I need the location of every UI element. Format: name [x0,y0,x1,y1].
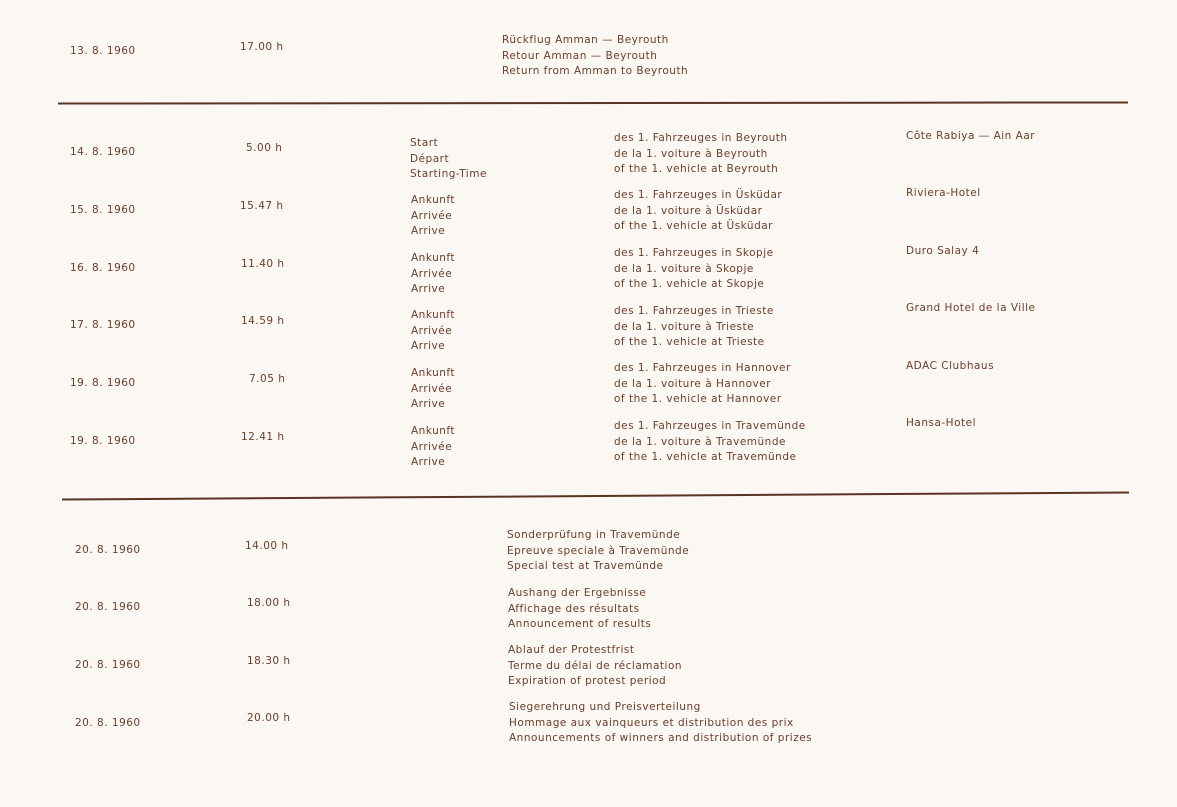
date: 15. 8. 1960 [70,204,136,216]
date: 16. 8. 1960 [70,262,136,274]
description: des 1. Fahrzeuges in Üsküdar de la 1. voiture à Üsküdar of the 1. vehicle at Üsküdar [614,189,783,232]
time: 18.00 h [247,597,291,609]
place: Grand Hotel de la Ville [906,302,1036,314]
time: 14.59 h [241,315,285,327]
date: 19. 8. 1960 [70,435,136,447]
description: Sonderprüfung in Travemünde Epreuve speciale à Travemünde Special test at Travemünde [507,529,690,572]
time: 20.00 h [247,712,291,724]
date: 20. 8. 1960 [75,544,141,556]
description: des 1. Fahrzeuges in Hannover de la 1. voiture à Hannover of the 1. vehicle at Hannover [614,362,791,405]
divider [62,491,1129,500]
time: 15.47 h [240,200,284,212]
time: 5.00 h [246,142,283,154]
description: Siegerehrung und Preisverteilung Hommage aux vainqueurs et distribution des prix Announcements of winners and distribution of prizes [509,701,813,744]
divider [58,101,1128,104]
place: Hansa-Hotel [906,417,976,429]
event-label: Ankunft Arrivée Arrive [411,367,456,410]
place: Côte Rabiya — Ain Aar [906,130,1036,142]
event-label: Ankunft Arrivée Arrive [411,194,456,237]
time: 14.00 h [245,540,289,552]
date: 20. 8. 1960 [75,717,141,729]
event-label: Start Départ Starting-Time [410,137,487,180]
description: Rückflug Amman — Beyrouth Retour Amman — Beyrouth Return from Amman to Beyrouth [502,34,689,77]
date: 17. 8. 1960 [70,319,136,331]
description: Aushang der Ergebnisse Affichage des résultats Announcement of results [508,587,652,630]
time: 17.00 h [240,41,284,53]
event-label: Ankunft Arrivée Arrive [411,252,456,295]
date: 13. 8. 1960 [70,45,136,57]
description: des 1. Fahrzeuges in Trieste de la 1. voiture à Trieste of the 1. vehicle at Trieste [614,305,774,348]
description: des 1. Fahrzeuges in Travemünde de la 1. voiture à Travemünde of the 1. vehicle at Travemünde [614,420,806,463]
date: 20. 8. 1960 [75,659,141,671]
description: des 1. Fahrzeuges in Skopje de la 1. voiture à Skopje of the 1. vehicle at Skopje [614,247,774,290]
place: Duro Salay 4 [906,245,980,257]
event-label: Ankunft Arrivée Arrive [411,425,456,468]
place: ADAC Clubhaus [906,360,995,372]
description: Ablauf der Protestfrist Terme du délai de réclamation Expiration of protest period [508,644,683,687]
date: 14. 8. 1960 [70,146,136,158]
place: Riviera-Hotel [906,187,981,199]
time: 12.41 h [241,431,285,443]
time: 18.30 h [247,655,291,667]
time: 7.05 h [249,373,286,385]
event-label: Ankunft Arrivée Arrive [411,309,456,352]
date: 19. 8. 1960 [70,377,136,389]
description: des 1. Fahrzeuges in Beyrouth de la 1. voiture à Beyrouth of the 1. vehicle at Beyrouth [614,132,788,175]
time: 11.40 h [241,258,285,270]
date: 20. 8. 1960 [75,601,141,613]
